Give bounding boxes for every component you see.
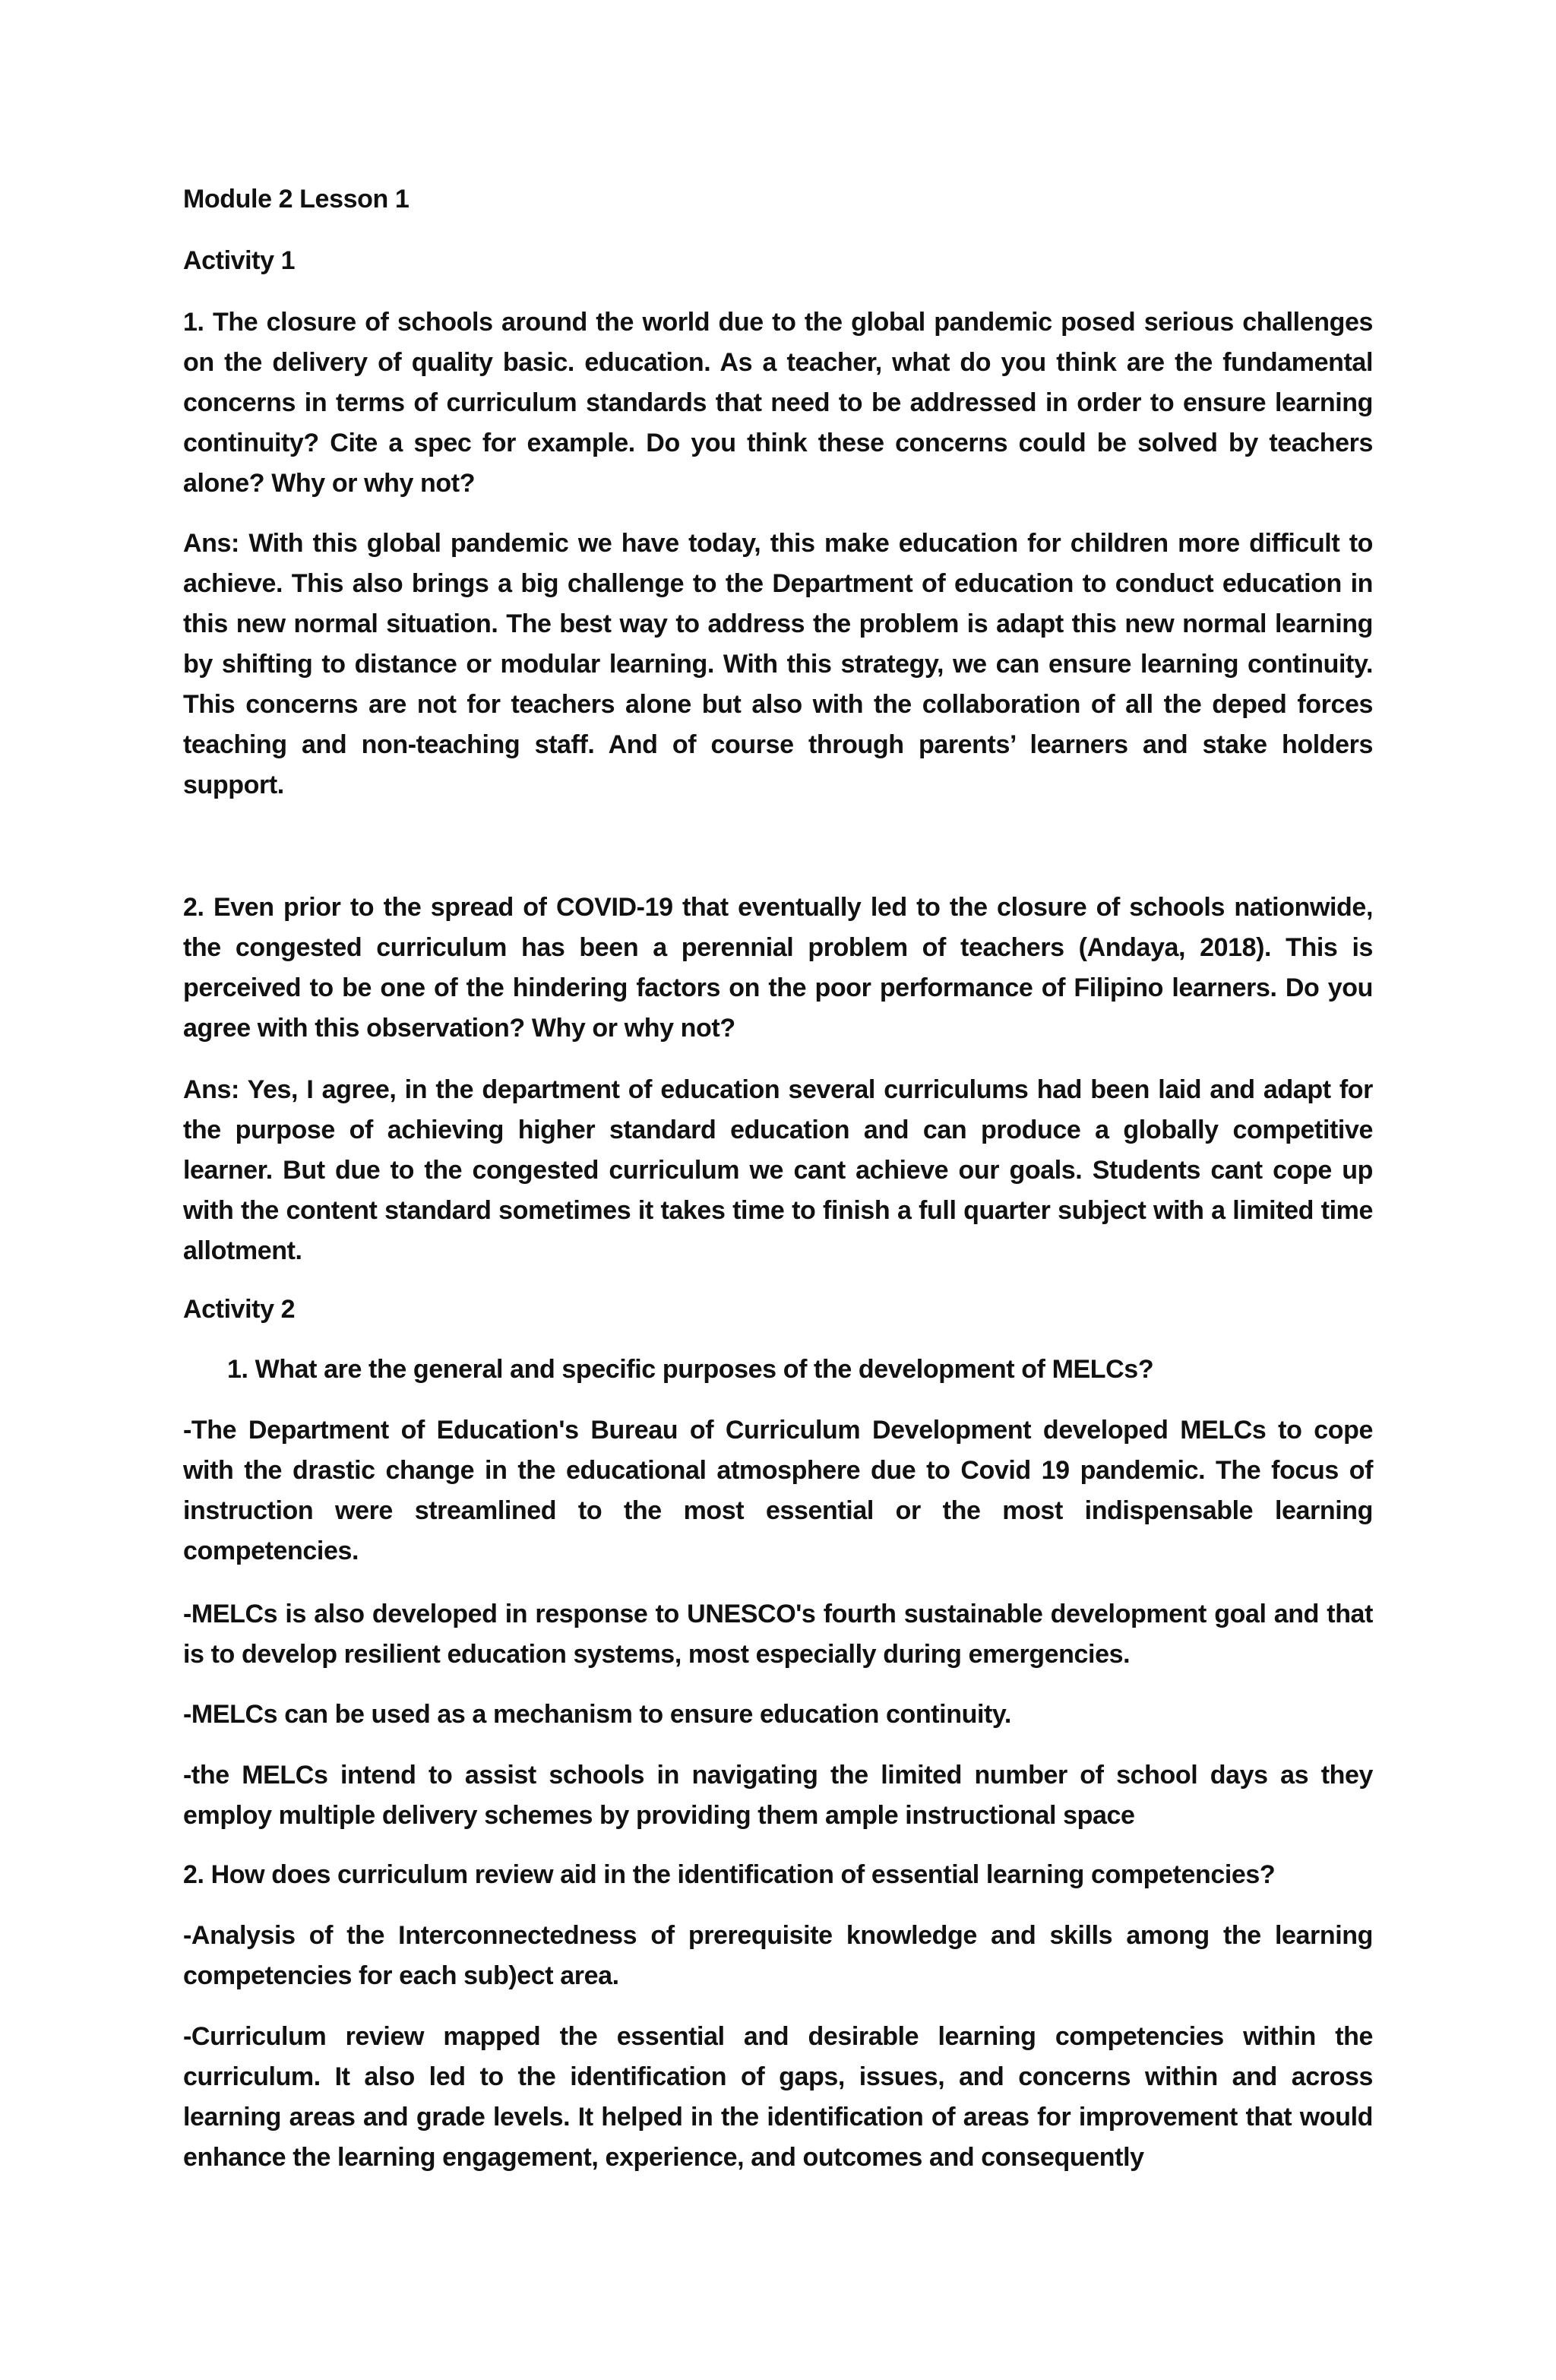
activity-1-question-2: 2. Even prior to the spread of COVID-19 that eventually led to the closure of schools nationwide, the congested curriculum has been a perennial problem of teachers (Andaya, 2018). This is perceived to be one of the hindering factors on the poor performance of Filipino learners. Do you agree with this observation? Why or why not? <box>183 893 1373 1043</box>
activity-2-question-1: 1. What are the general and specific purposes of the development of MELCs? <box>227 1355 1154 1384</box>
activity-1-answer-1: Ans: With this global pandemic we have today, this make education for children more difficult to achieve. This also brings a big challenge to the Department of education to conduct education in this new normal situation. The best way to address the problem is adapt this new normal learning by shifting to distance or modular learning. With this strategy, we can ensure learning continuity. This concerns are not for teachers alone but also with the collaboration of all the deped forces teaching and non-teaching staff. And of course through parents’ learners and stake holders support. <box>183 529 1373 799</box>
activity-2-answer-1-paragraph-3: -MELCs can be used as a mechanism to ensure education continuity. <box>183 1700 1011 1729</box>
activity-1-heading: Activity 1 <box>183 246 296 275</box>
activity-2-answer-2-paragraph-2: -Curriculum review mapped the essential and desirable learning competencies within the curriculum. It also led to the identification of gaps, issues, and concerns within and across learning areas and grade levels. It helped in the identification of areas for improvement that would enhance the learning engagement, experience, and outcomes and consequently <box>183 2022 1373 2172</box>
activity-2-answer-1-paragraph-2: -MELCs is also developed in response to UNESCO's fourth sustainable development goal and that is to develop resilient education systems, most especially during emergencies. <box>183 1600 1373 1669</box>
module-title: Module 2 Lesson 1 <box>183 185 410 214</box>
activity-2-heading: Activity 2 <box>183 1295 296 1324</box>
activity-2-answer-1-paragraph-4: -the MELCs intend to assist schools in navigating the limited number of school days as they employ multiple delivery schemes by providing them ample instructional space <box>183 1761 1373 1830</box>
activity-1-question-1: 1. The closure of schools around the world due to the global pandemic posed serious challenges on the delivery of quality basic. education. As a teacher, what do you think are the fundamental concerns in terms of curriculum standards that need to be addressed in order to ensure learning continuity? Cite a spec for example. Do you think these concerns could be solved by teachers alone? Why or why not? <box>183 308 1373 498</box>
activity-2-answer-1-paragraph-1: -The Department of Education's Bureau of Curriculum Development developed MELCs to cope with the drastic change in the educational atmosphere due to Covid 19 pandemic. The focus of instruction were streamlined to the most essential or the most indispensable learning competencies. <box>183 1416 1373 1565</box>
activity-1-answer-2: Ans: Yes, I agree, in the department of education several curriculums had been laid and adapt for the purpose of achieving higher standard education and can produce a globally competitive learner. But due to the congested curriculum we cant achieve our goals. Students cant cope up with the content standard sometimes it takes time to finish a full quarter subject with a limited time allotment. <box>183 1075 1373 1265</box>
activity-2-question-2: 2. How does curriculum review aid in the identification of essential learning competencies? <box>183 1860 1276 1889</box>
activity-2-answer-2-paragraph-1: -Analysis of the Interconnectedness of prerequisite knowledge and skills among the learning competencies for each sub)ect area. <box>183 1921 1373 1990</box>
